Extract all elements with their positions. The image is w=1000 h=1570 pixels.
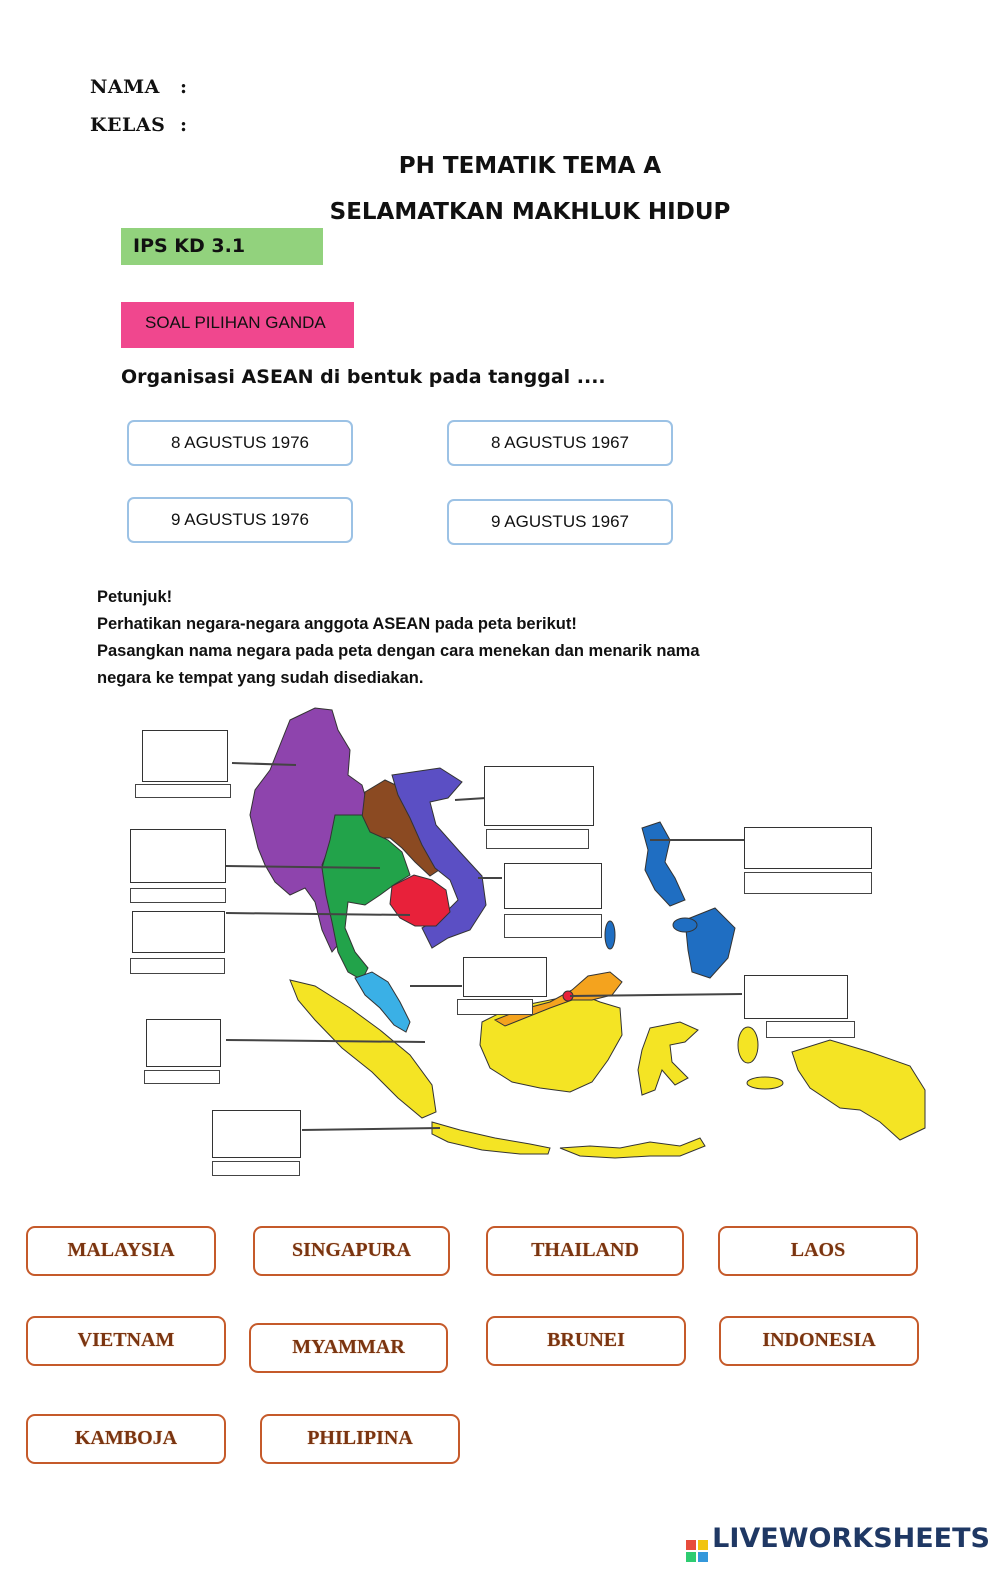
answer-slot-2[interactable] bbox=[486, 829, 589, 849]
philippines-mindanao-region bbox=[685, 908, 735, 978]
section-badge: SOAL PILIHAN GANDA bbox=[121, 302, 354, 348]
answer-slot-10[interactable] bbox=[212, 1161, 300, 1176]
answer-slot-9[interactable] bbox=[144, 1070, 220, 1084]
drop-box-8[interactable] bbox=[744, 975, 848, 1019]
page-subtitle: SELAMATKAN MAKHLUK HIDUP bbox=[329, 199, 731, 225]
answer-slot-7[interactable] bbox=[457, 999, 533, 1015]
maluku-island bbox=[747, 1077, 783, 1089]
chip-myammar[interactable]: MYAMMAR bbox=[249, 1323, 448, 1373]
choice-option-3[interactable]: 9 AGUSTUS 1976 bbox=[127, 497, 353, 543]
answer-slot-3[interactable] bbox=[130, 888, 226, 903]
instruction-line: Pasangkan nama negara pada peta dengan cara menekan dan menarik nama bbox=[97, 642, 700, 660]
liveworksheets-brand bbox=[686, 1523, 990, 1562]
nama-label: NAMA bbox=[90, 76, 160, 98]
chip-philipina[interactable]: PHILIPINA bbox=[260, 1414, 460, 1464]
answer-slot-5[interactable] bbox=[504, 914, 602, 938]
answer-slot-8[interactable] bbox=[766, 1021, 855, 1038]
brand-text: LIVEWORKSHEETS bbox=[712, 1523, 990, 1554]
chip-singapura[interactable]: SINGAPURA bbox=[253, 1226, 450, 1276]
cambodia-region bbox=[390, 875, 450, 926]
kelas-colon: : bbox=[180, 114, 188, 136]
choice-option-4[interactable]: 9 AGUSTUS 1967 bbox=[447, 499, 673, 545]
sumatra-region bbox=[290, 980, 436, 1118]
answer-slot-4[interactable] bbox=[744, 872, 872, 894]
page-title: PH TEMATIK TEMA A bbox=[398, 153, 662, 179]
chip-kamboja[interactable]: KAMBOJA bbox=[26, 1414, 226, 1464]
answer-slot-1[interactable] bbox=[135, 784, 231, 798]
nama-colon: : bbox=[180, 76, 188, 98]
nusa-tenggara-region bbox=[560, 1138, 705, 1158]
drop-box-6[interactable] bbox=[132, 911, 225, 953]
drop-box-4[interactable] bbox=[744, 827, 872, 869]
chip-indonesia[interactable]: INDONESIA bbox=[719, 1316, 919, 1366]
answer-slot-6[interactable] bbox=[130, 958, 225, 974]
java-region bbox=[432, 1122, 550, 1154]
drop-box-2[interactable] bbox=[484, 766, 594, 826]
sulawesi-region bbox=[638, 1022, 698, 1095]
question-text: Organisasi ASEAN di bentuk pada tanggal .... bbox=[121, 366, 606, 388]
papua-region bbox=[792, 1040, 925, 1140]
liveworksheets-logo-icon bbox=[686, 1540, 708, 1562]
chip-malaysia[interactable]: MALAYSIA bbox=[26, 1226, 216, 1276]
drop-box-10[interactable] bbox=[212, 1110, 301, 1158]
choice-option-1[interactable]: 8 AGUSTUS 1976 bbox=[127, 420, 353, 466]
drop-box-3[interactable] bbox=[130, 829, 226, 883]
kelas-label: KELAS bbox=[90, 114, 166, 136]
maluku-island bbox=[738, 1027, 758, 1063]
chip-brunei[interactable]: BRUNEI bbox=[486, 1316, 686, 1366]
choice-option-2[interactable]: 8 AGUSTUS 1967 bbox=[447, 420, 673, 466]
instruction-heading: Petunjuk! bbox=[97, 588, 173, 606]
instructions bbox=[97, 584, 700, 692]
chip-vietnam[interactable]: VIETNAM bbox=[26, 1316, 226, 1366]
chip-laos[interactable]: LAOS bbox=[718, 1226, 918, 1276]
subject-badge: IPS KD 3.1 bbox=[121, 228, 323, 265]
drop-box-5[interactable] bbox=[504, 863, 602, 909]
philippines-palawan-island bbox=[605, 921, 615, 949]
drop-box-7[interactable] bbox=[463, 957, 547, 997]
drop-box-9[interactable] bbox=[146, 1019, 221, 1067]
philippines-luzon-region bbox=[642, 822, 685, 906]
chip-thailand[interactable]: THAILAND bbox=[486, 1226, 684, 1276]
instruction-line: Perhatikan negara-negara anggota ASEAN pada peta berikut! bbox=[97, 615, 577, 633]
instruction-line: negara ke tempat yang sudah disediakan. bbox=[97, 669, 424, 687]
philippines-visayas-island bbox=[673, 918, 697, 932]
drop-box-1[interactable] bbox=[142, 730, 228, 782]
